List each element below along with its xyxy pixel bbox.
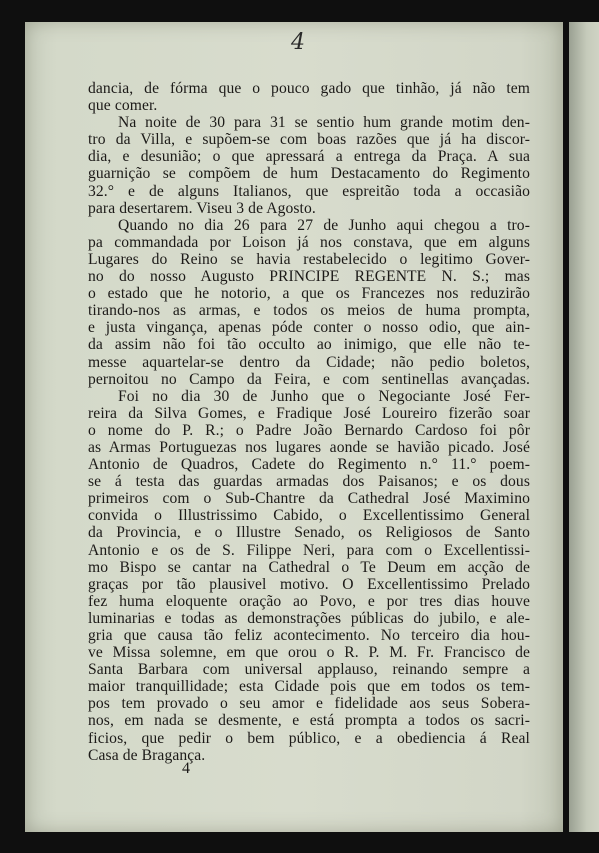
- text-line: 32.° e de alguns Italianos, que espreitão toda a occasião: [88, 182, 530, 200]
- text-line: ficios, que pedir o bem público, e a obediencia á Real: [88, 729, 530, 747]
- body-text: [88, 80, 530, 764]
- signature-mark: 4: [182, 760, 190, 777]
- text-line: no do nosso Augusto PRINCIPE REGENTE N. S.; mas: [88, 268, 530, 286]
- text-line: da Provincia, e o Illustre Senado, os Religiosos de Santo: [88, 524, 530, 542]
- text-line: dancia, de fórma que o pouco gado que tinhão, já não tem: [88, 80, 530, 97]
- text-line: que comer.: [88, 97, 158, 115]
- text-line: as Armas Portuguezas nos lugares aonde se havião picado. José: [88, 438, 530, 456]
- text-line: ve Missa solemne, em que orou o R. P. M. Fr. Francisco de: [88, 644, 530, 662]
- text-line: graças por tão plausivel motivo. O Excellentissimo Prelado: [88, 575, 530, 593]
- text-line: tirando-nos as armas, e todos os meios de huma prompta,: [88, 302, 530, 320]
- text-line: Antonio e os de S. Filippe Neri, para com o Excellentissi-: [88, 541, 530, 559]
- text-line: nos, em nada se desmente, e está prompta a todos os sacri-: [88, 712, 530, 730]
- text-line: mo Bispo se cantar na Cathedral o Te Deum em acção de: [88, 558, 530, 576]
- text-line: pa commandada por Loison já nos constava, que em alguns: [88, 233, 530, 251]
- text-line: Foi no dia 30 de Junho que o Negociante José Fer-: [118, 387, 530, 405]
- text-line: primeiros com o Sub-Chantre da Cathedral José Maximino: [88, 490, 530, 508]
- text-line: maior tranquillidade; esta Cidade pois que em todos os tem-: [88, 678, 530, 696]
- text-line: se á testa das guardas armadas dos Paisanos; e os dous: [88, 473, 530, 491]
- text-line: tro da Villa, e supõem-se com boas razões que já ha discor-: [88, 131, 530, 149]
- text-line: Santa Barbara com universal applauso, reinando sempre a: [88, 661, 530, 679]
- text-line: Casa de Bragança.: [88, 746, 206, 764]
- text-line: pernoitou no Campo da Feira, e com sentinellas avançadas.: [88, 370, 530, 388]
- adjacent-page-edge: [569, 22, 599, 832]
- text-line: o estado que he notorio, a que os Francezes nos reduzirão: [88, 285, 530, 303]
- text-line: reira da Silva Gomes, e Fradique José Loureiro fizerão soar: [88, 404, 530, 422]
- text-line: Antonio de Quadros, Cadete do Regimento n.° 11.° poem-: [88, 456, 530, 474]
- text-line: para desertarem. Viseu 3 de Agosto.: [88, 199, 316, 217]
- text-line: Lugares do Reino se havia restabelecido o legitimo Gover-: [88, 250, 530, 268]
- text-line: o nome do P. R.; o Padre João Bernardo Cardoso foi pôr: [88, 421, 530, 439]
- text-line: gria que causa tão feliz acontecimento. No terceiro dia hou-: [88, 627, 530, 644]
- text-line: luminarias e todas as demonstrações públicas do jubilo, e ale-: [88, 609, 530, 627]
- text-line: da assim não foi tão occulto ao inimigo, que elle não te-: [88, 336, 530, 354]
- text-line: convida o Illustrissimo Cabido, o Excellentissimo General: [88, 507, 530, 525]
- text-line: Na noite de 30 para 31 se sentio hum grande motim den-: [118, 114, 530, 132]
- text-line: Quando no dia 26 para 27 de Junho aqui chegou a tro-: [118, 216, 530, 234]
- text-line: messe aquartelar-se dentro da Cidade; não pedio boletos,: [88, 353, 530, 371]
- text-line: e justa vingança, apenas póde conter o nosso odio, que ain-: [88, 319, 530, 337]
- text-line: fez huma eloquente oração ao Povo, e por tres dias houve: [88, 592, 530, 610]
- text-line: guarnição se compõem de hum Destacamento do Regimento: [88, 165, 530, 183]
- text-line: pos tem provado o seu amor e fidelidade aos seus Sobera-: [88, 695, 530, 713]
- handwritten-page-number: 4: [291, 30, 305, 55]
- text-line: dia, e desunião; o que apressará a entrega da Praça. A sua: [88, 148, 530, 166]
